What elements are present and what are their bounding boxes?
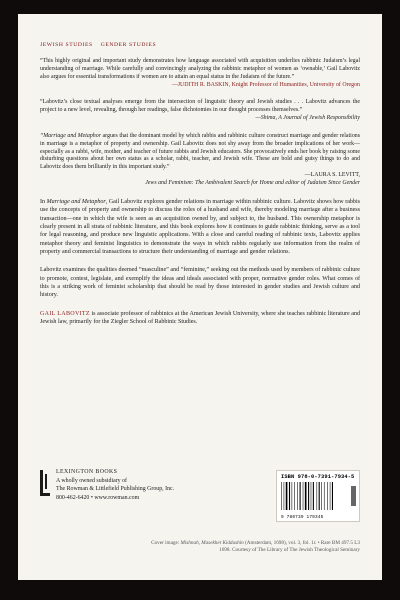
blurb-levitt: [40, 133, 360, 188]
blurb-shima: [40, 99, 360, 123]
desc-lead: In: [40, 198, 47, 205]
author-bio-text: is associate professor of rabbinics at the American Jewish University, where she teaches rabbinic literature and Jewish law, primarily for the Ziegler School of Rabbinic Studies.: [40, 310, 360, 325]
cover-credit-rest: (Amsterdam, 1698), vol. 3, fol. 1r. • Rare BM 497.5 L3: [243, 540, 360, 546]
description-paragraph-1: [40, 198, 360, 256]
series-labels: [40, 42, 360, 48]
blurb-attribution: [40, 82, 360, 90]
cover-credit: [40, 540, 360, 555]
cover-credit-lead: Cover image:: [151, 540, 181, 546]
attribution-title: ,: [358, 172, 360, 179]
attribution-name: —LAURA S. LEVITT: [304, 172, 359, 179]
attribution-line2: Jews and Feminism: The Ambivalent Search for Home and editor of Judaism Since Gender: [145, 179, 360, 186]
blurb-baskin: [40, 58, 360, 89]
barcode: [276, 470, 360, 522]
barcode-bars-icon: [281, 482, 357, 515]
blurb-text: “Labovitz’s close textual analyses emerge from the intersection of linguistic theory and Jewish studies . . . Labovitz advances the project to a new level, revealing, through her readings, false dichotomies in our thought processes themselves.”: [40, 99, 360, 114]
attribution-name: —Shima, A Journal of Jewish Responsibility: [255, 115, 360, 122]
publisher-line-3: The Rowman & Littlefield Publishing Group, Inc.: [56, 486, 175, 493]
lexington-logo-icon: [40, 470, 50, 496]
blurb-italic-lead: “Marriage and Metaphor: [40, 132, 101, 139]
attribution-name: —JUDITH R. BASKIN: [171, 81, 229, 88]
attribution-title: , Knight Professor of Humanities, University of Oregon: [228, 81, 360, 88]
blurb-attribution: [40, 172, 360, 180]
description-paragraph-2: Labovitz examines the qualities deemed “masculine” and “feminine,” seeking out the methods used by members of rabbinic culture to promote, contest, legislate, and exemplify the ideas and ideals associated with proper, normative gender roles. What comes of this is a striking work of feminist scholarship that should be read by those interested in gender studies and Jewish culture and history.: [40, 267, 360, 299]
isbn-label: ISBN 978-0-7391-7934-5: [281, 474, 355, 480]
blurb-text: argues that the dominant model by which rabbis and rabbinic culture construct marriage and gender relations in marriage is a metaphor of property and ownership. Gail Labovitz does not shy away from the broader implications of her work—especially as a rabbi, wife, mother, and teacher of future rabbis and Jewish educators. She provocatively ends her book by raising some disturbing questions about her own status as a scholar, rabbi, teacher, and Jewish wife. These are bold and gutsy things to do and Labovitz does them brilliantly in this important study.”: [40, 132, 361, 171]
series-label-jewish-studies: JEWISH STUDIES: [40, 42, 93, 48]
cover-credit-title: Mishnah, Masekhet Kiddushin: [180, 540, 244, 546]
footer: [40, 468, 360, 538]
series-label-gender-studies: GENDER STUDIES: [100, 42, 157, 48]
blurb-attribution: [40, 115, 360, 123]
blurb-text: “This highly original and important study demonstrates how language associated with acquisition underlies rabbinic Judaism’s legal understanding of marriage. While carefully and convincingly analyzing the rabbinic metaphor of women as ‘ownable,’ Gail Labovitz also argues for essential transformations if women are to attain an equal status in the Judaism of the future.”: [40, 58, 360, 80]
publisher-name: LEXINGTON BOOKS: [56, 469, 118, 475]
publisher-contact: 800-462-6420 • www.rowman.com: [56, 494, 140, 501]
cover-credit-line-2: 1698. Courtesy of The Library of The Jewish Theological Seminary: [219, 547, 360, 554]
publisher-line-2: A wholly owned subsidiary of: [56, 477, 128, 484]
publisher-text: [56, 468, 174, 502]
author-bio: [40, 310, 360, 327]
desc-body: , Gail Labovitz explores gender relations in marriage within rabbinic culture. Labovitz shows how rabbis use the concepts of property and ownership to discuss the roles of a husband and wife, thereby modeling marriage after a business transaction—one in which the wife is seen as an acquisition owned by, and subject to, the husband. This ownership metaphor is clearly present in all strata of rabbinic literature, and this book explores how it continues to guide rabbinic thinking, serve as a tool for legal reasoning, and produce new linguistic applications. With a close and careful reading of rabbinic texts, Labovitz applies metaphor theory and feminist linguistics to demonstrate the ways in which rabbis regularly use information from the realm of property and commercial transactions to structure their understanding of marriage and gender relations.: [40, 198, 360, 255]
author-name: GAIL LABOVITZ: [40, 310, 90, 317]
book-title-inline: Marriage and Metaphor: [46, 198, 106, 205]
barcode-digits: 9 780739 179345: [281, 515, 324, 520]
